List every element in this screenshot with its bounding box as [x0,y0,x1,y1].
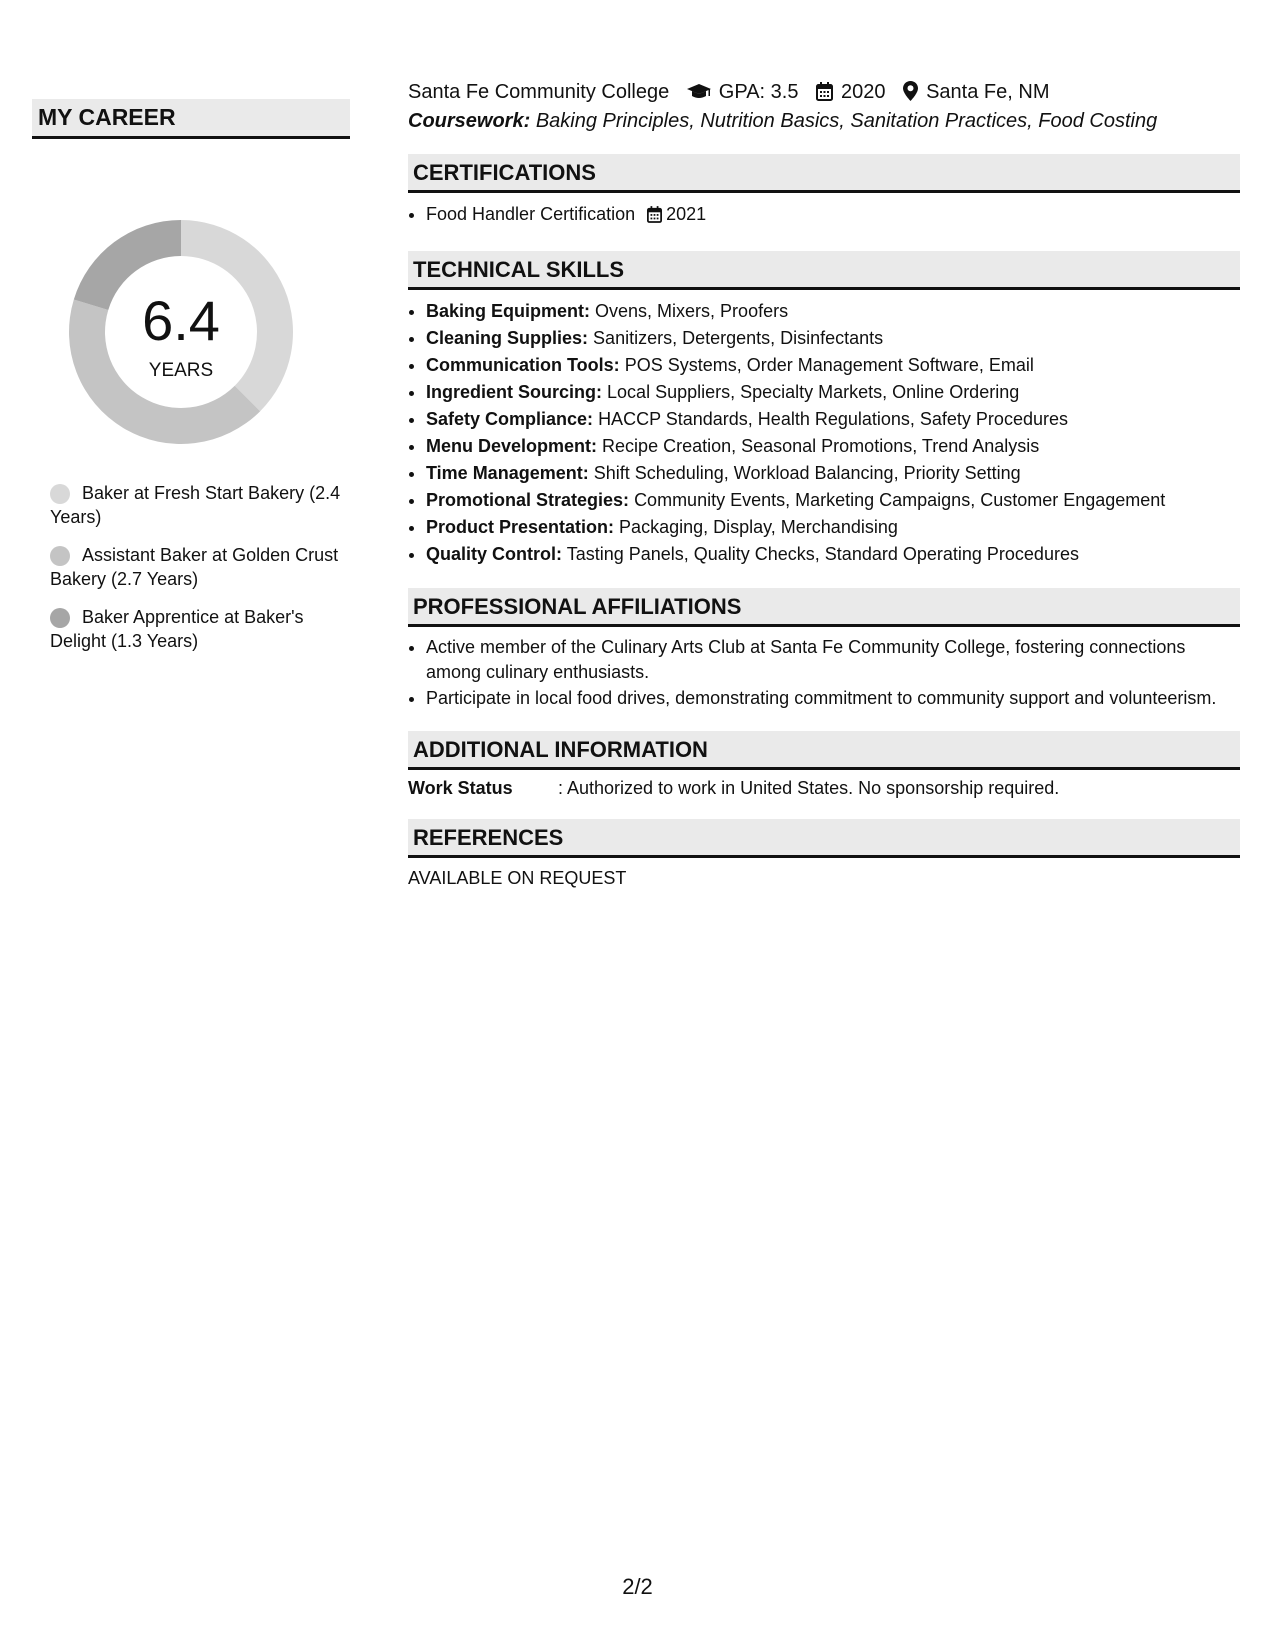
skill-label: Menu Development: [426,436,598,456]
skill-label: Product Presentation: [426,517,615,537]
calendar-icon [647,204,662,231]
school-name: Santa Fe Community College [408,81,670,103]
list-item [426,406,1240,433]
gpa: GPA: 3.5 [718,81,799,103]
legend-dot-icon [50,484,70,504]
skill-label: Cleaning Supplies: [426,328,589,348]
coursework [408,108,1240,134]
work-status-row [408,778,1240,799]
coursework-list: Baking Principles, Nutrition Basics, Sanitation Practices, Food Costing [535,110,1158,132]
page-number: 2/2 [622,1574,653,1599]
career-legend [50,481,350,653]
skill-value: Community Events, Marketing Campaigns, Customer Engagement [634,490,1166,510]
main-content [408,78,1240,889]
list-item [426,460,1240,487]
total-years-value: 6.4 [142,289,220,352]
skill-value: Ovens, Mixers, Proofers [595,301,789,321]
skills-heading: TECHNICAL SKILLS [408,251,1240,290]
work-status-label: Work Status [408,777,513,798]
list-item [426,201,1240,231]
skill-label: Ingredient Sourcing: [426,382,603,402]
list-item [426,514,1240,541]
additional-info-heading: ADDITIONAL INFORMATION [408,731,1240,770]
list-item [426,433,1240,460]
career-legend-item [50,481,350,529]
skill-value: Tasting Panels, Quality Checks, Standard Operating Procedures [566,544,1079,564]
coursework-label: Coursework: [408,110,531,132]
list-item [426,298,1240,325]
certifications-list [408,201,1240,231]
skill-label: Time Management: [426,463,589,483]
affiliations-list [408,635,1240,711]
list-item [426,541,1240,568]
skill-label: Baking Equipment: [426,301,591,321]
legend-dot-icon [50,546,70,566]
skill-value: Sanitizers, Detergents, Disinfectants [593,328,884,348]
school-location: Santa Fe, NM [926,81,1050,103]
affiliations-heading: PROFESSIONAL AFFILIATIONS [408,588,1240,627]
skill-label: Safety Compliance: [426,409,594,429]
graduation-cap-icon [687,83,711,101]
career-sidebar [32,99,350,667]
skill-label: Communication Tools: [426,355,620,375]
skill-value: POS Systems, Order Management Software, Email [624,355,1034,375]
certifications-heading: CERTIFICATIONS [408,154,1240,193]
career-legend-item [50,605,350,653]
list-item: • Active member of the Culinary Arts Club at Santa Fe Community College, fostering connections among culinary enthusiasts. [426,635,1240,684]
skill-value: Recipe Creation, Seasonal Promotions, Trend Analysis [602,436,1040,456]
certification-name: Food Handler Certification [426,204,636,224]
education-line [408,78,1240,106]
career-label: Baker Apprentice at Baker's Delight (1.3 Years) [50,607,304,651]
career-label: Baker at Fresh Start Bakery (2.4 Years) [50,483,341,527]
skill-value: Local Suppliers, Specialty Markets, Online Ordering [607,382,1020,402]
skill-value: HACCP Standards, Health Regulations, Safety Procedures [598,409,1068,429]
legend-dot-icon [50,608,70,628]
career-label: Assistant Baker at Golden Crust Bakery (2.7 Years) [50,545,339,589]
skill-label: Quality Control: [426,544,562,564]
career-donut-chart [66,219,296,449]
list-item [426,352,1240,379]
career-heading: MY CAREER [32,99,350,139]
map-pin-icon [903,81,918,101]
skill-value: Shift Scheduling, Workload Balancing, Priority Setting [593,463,1021,483]
list-item [426,487,1240,514]
list-item: • Participate in local food drives, demonstrating commitment to community support and volunteerism. [426,686,1240,711]
references-heading: REFERENCES [408,819,1240,858]
list-item [426,325,1240,352]
list-item [426,379,1240,406]
skills-list [408,298,1240,568]
references-text: AVAILABLE ON REQUEST [408,867,627,888]
calendar-icon [816,82,833,101]
work-status-value: : Authorized to work in United States. No sponsorship required. [558,777,1060,798]
total-years-unit: YEARS [148,360,214,381]
certification-year: 2021 [666,204,707,224]
skill-label: Promotional Strategies: [426,490,630,510]
skill-value: Packaging, Display, Merchandising [619,517,898,537]
career-legend-item [50,543,350,591]
graduation-year: 2020 [841,81,886,103]
